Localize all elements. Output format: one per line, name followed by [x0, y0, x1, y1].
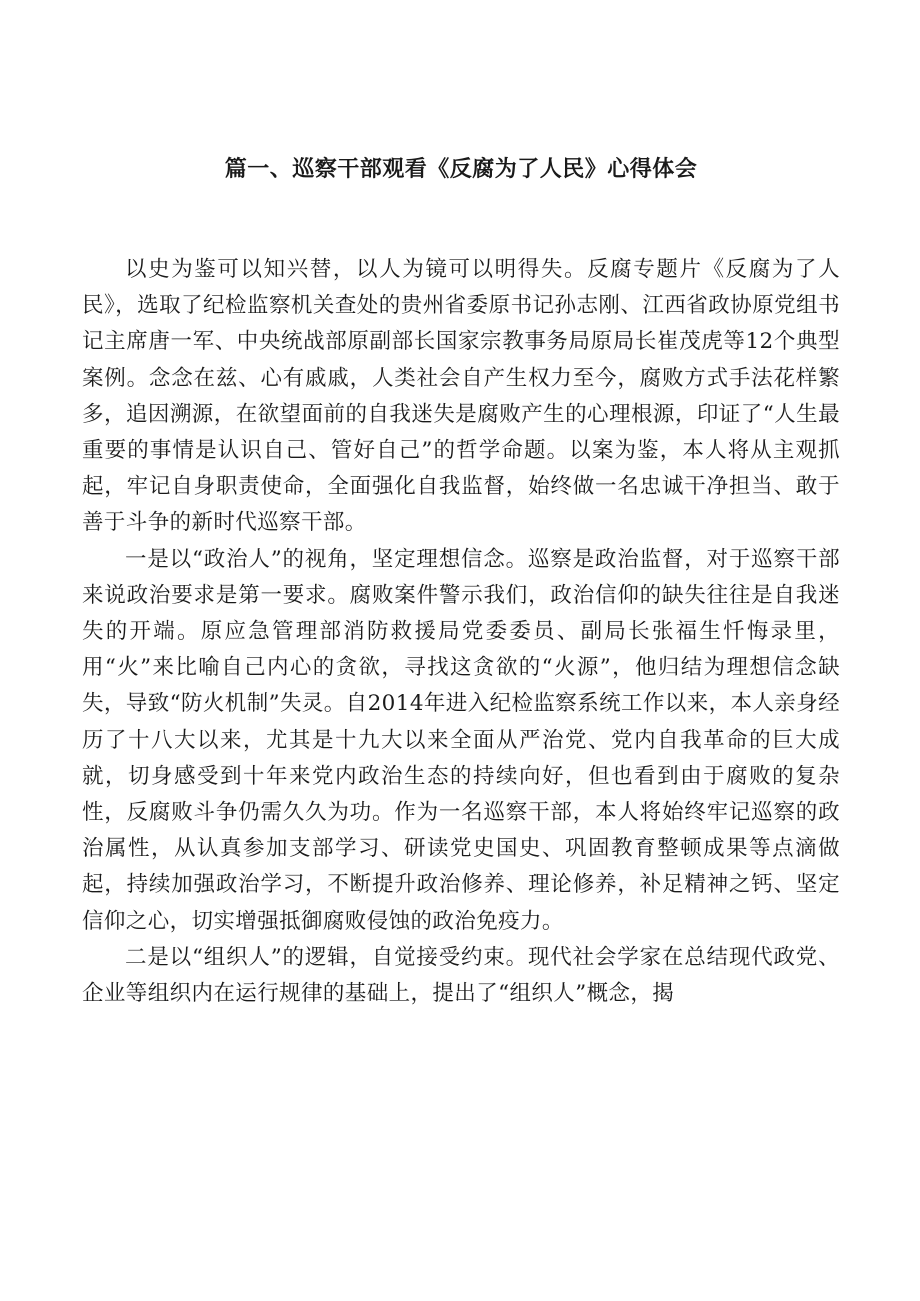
paragraph-point-one: 一是以“政治人”的视角，坚定理想信念。巡察是政治监督，对于巡察干部来说政治要求是第一要求。腐败案件警示我们，政治信仰的缺失往往是自我迷失的开端。原应急管理部消防救援局党委委员、副局长张福生忏悔录里，用“火”来比喻自己内心的贪欲，寻找这贪欲的“火源”，他归结为理想信念缺失，导致“防火机制”失灵。自2014年进入纪检监察系统工作以来，本人亲身经历了十八大以来，尤其是十九大以来全面从严治党、党内自我革命的巨大成就，切身感受到十年来党内政治生态的持续向好，但也看到由于腐败的复杂性，反腐败斗争仍需久久为功。作为一名巡察干部，本人将始终牢记巡察的政治属性，从认真参加支部学习、研读党史国史、巩固教育整顿成果等点滴做起，持续加强政治学习，不断提升政治修养、理论修养，补足精神之钙、坚定信仰之心，切实增强抵御腐败侵蚀的政治免疫力。: [82, 546, 841, 934]
paragraph-intro: 以史为鉴可以知兴替，以人为镜可以明得失。反腐专题片《反腐为了人民》，选取了纪检监察机关查处的贵州省委原书记孙志刚、江西省政协原党组书记主席唐一军、中央统战部原副部长国家宗教事务局原局长崔茂虎等12个典型案例。念念在兹、心有戚戚，人类社会自产生权力至今，腐败方式手法花样繁多，追因溯源，在欲望面前的自我迷失是腐败产生的心理根源，印证了“人生最重要的事情是认识自己、管好自己”的哲学命题。以案为鉴，本人将从主观抓起，牢记自身职责使命，全面强化自我监督，始终做一名忠诚干净担当、敢于善于斗争的新时代巡察干部。: [82, 257, 840, 536]
document-title: 篇一、巡察干部观看《反腐为了人民》心得体会: [224, 157, 698, 182]
paragraph-point-two: 二是以“组织人”的逻辑，自觉接受约束。现代社会学家在总结现代政党、企业等组织内在运行规律的基础上，提出了“组织人”概念，揭: [82, 944, 840, 1007]
